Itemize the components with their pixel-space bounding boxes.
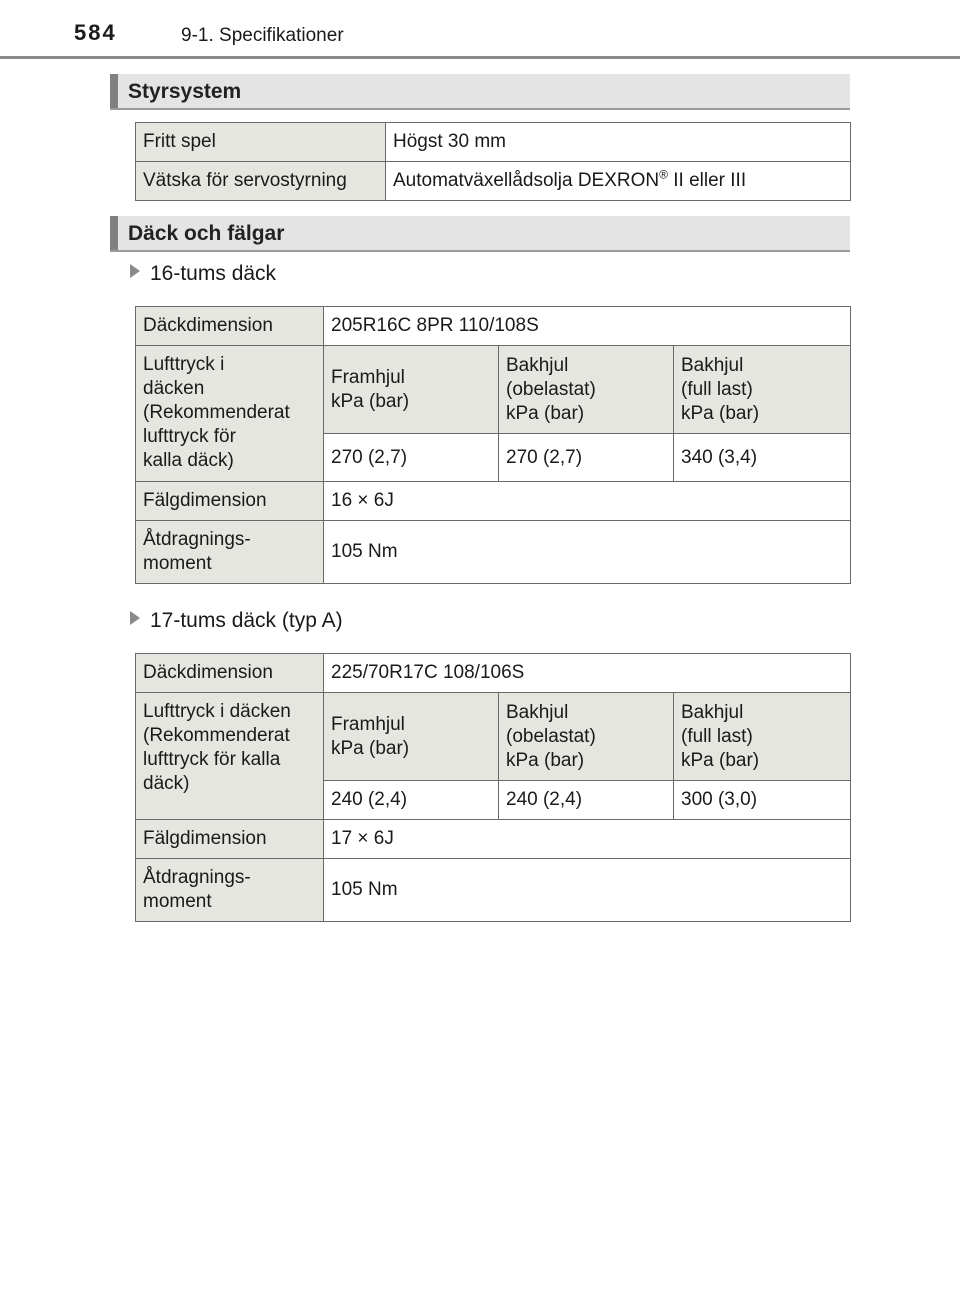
steering-table bbox=[135, 122, 851, 201]
free-play-value: Högst 30 mm bbox=[386, 123, 851, 162]
table-row bbox=[136, 654, 851, 693]
rear-unloaded-header: Bakhjul (obelastat) kPa (bar) bbox=[499, 693, 674, 781]
torque-value: 105 Nm bbox=[324, 859, 851, 922]
table-row bbox=[136, 820, 851, 859]
table-row bbox=[136, 859, 851, 922]
triangle-bullet-icon bbox=[130, 611, 140, 625]
section-title: Däck och fälgar bbox=[128, 222, 285, 245]
subheading-16-inch bbox=[130, 262, 276, 286]
front-wheel-header: Framhjul kPa (bar) bbox=[324, 693, 499, 781]
table-row bbox=[136, 307, 851, 346]
rear-unloaded-pressure-value: 270 (2,7) bbox=[499, 434, 674, 482]
torque-label: Åtdragnings- moment bbox=[136, 521, 324, 584]
table-row bbox=[136, 346, 851, 434]
torque-value: 105 Nm bbox=[324, 521, 851, 584]
subheading-text: 16-tums däck bbox=[150, 262, 277, 285]
front-pressure-value: 270 (2,7) bbox=[324, 434, 499, 482]
torque-label: Åtdragnings- moment bbox=[136, 859, 324, 922]
subheading-text: 17-tums däck (typ A) bbox=[150, 609, 343, 632]
fluid-grade: II eller III bbox=[667, 170, 747, 191]
section-bar bbox=[110, 216, 118, 250]
subheading-17-inch bbox=[130, 609, 343, 633]
free-play-label: Fritt spel bbox=[136, 123, 386, 162]
front-pressure-value: 240 (2,4) bbox=[324, 781, 499, 820]
rear-full-pressure-value: 300 (3,0) bbox=[674, 781, 851, 820]
chapter-title: 9-1. Specifikationer bbox=[181, 25, 344, 46]
power-steering-fluid-value bbox=[386, 162, 851, 201]
page-header bbox=[0, 0, 960, 60]
section-tires bbox=[110, 216, 850, 252]
table-row bbox=[136, 521, 851, 584]
pressure-label: Lufttryck i däcken (Rekommenderat lufttryck för kalla däck) bbox=[136, 693, 324, 820]
front-wheel-header: Framhjul kPa (bar) bbox=[324, 346, 499, 434]
tire-table-17 bbox=[135, 653, 851, 922]
tire-size-label: Däckdimension bbox=[136, 654, 324, 693]
rear-unloaded-header: Bakhjul (obelastat) kPa (bar) bbox=[499, 346, 674, 434]
rear-full-load-header: Bakhjul (full last) kPa (bar) bbox=[674, 693, 851, 781]
section-bar bbox=[110, 74, 118, 108]
triangle-bullet-icon bbox=[130, 264, 140, 278]
rear-unloaded-pressure-value: 240 (2,4) bbox=[499, 781, 674, 820]
table-row bbox=[136, 162, 851, 201]
rear-full-pressure-value: 340 (3,4) bbox=[674, 434, 851, 482]
tire-table-16 bbox=[135, 306, 851, 584]
tire-size-label: Däckdimension bbox=[136, 307, 324, 346]
section-steering bbox=[110, 74, 850, 110]
table-row bbox=[136, 693, 851, 781]
table-row bbox=[136, 482, 851, 521]
section-title: Styrsystem bbox=[128, 80, 242, 103]
page-number: 584 bbox=[74, 20, 117, 45]
wheel-size-value: 16 × 6J bbox=[324, 482, 851, 521]
header-rule bbox=[0, 56, 960, 59]
power-steering-fluid-label: Vätska för servostyrning bbox=[136, 162, 386, 201]
table-row bbox=[136, 123, 851, 162]
registered-mark: ® bbox=[659, 167, 668, 182]
wheel-size-value: 17 × 6J bbox=[324, 820, 851, 859]
rear-full-load-header: Bakhjul (full last) kPa (bar) bbox=[674, 346, 851, 434]
pressure-label: Lufttryck i däcken (Rekommenderat lufttryck för kalla däck) bbox=[136, 346, 324, 482]
wheel-size-label: Fälgdimension bbox=[136, 820, 324, 859]
tire-size-value: 205R16C 8PR 110/108S bbox=[324, 307, 851, 346]
wheel-size-label: Fälgdimension bbox=[136, 482, 324, 521]
tire-size-value: 225/70R17C 108/106S bbox=[324, 654, 851, 693]
fluid-name: Automatväxellådsolja DEXRON bbox=[393, 170, 660, 191]
